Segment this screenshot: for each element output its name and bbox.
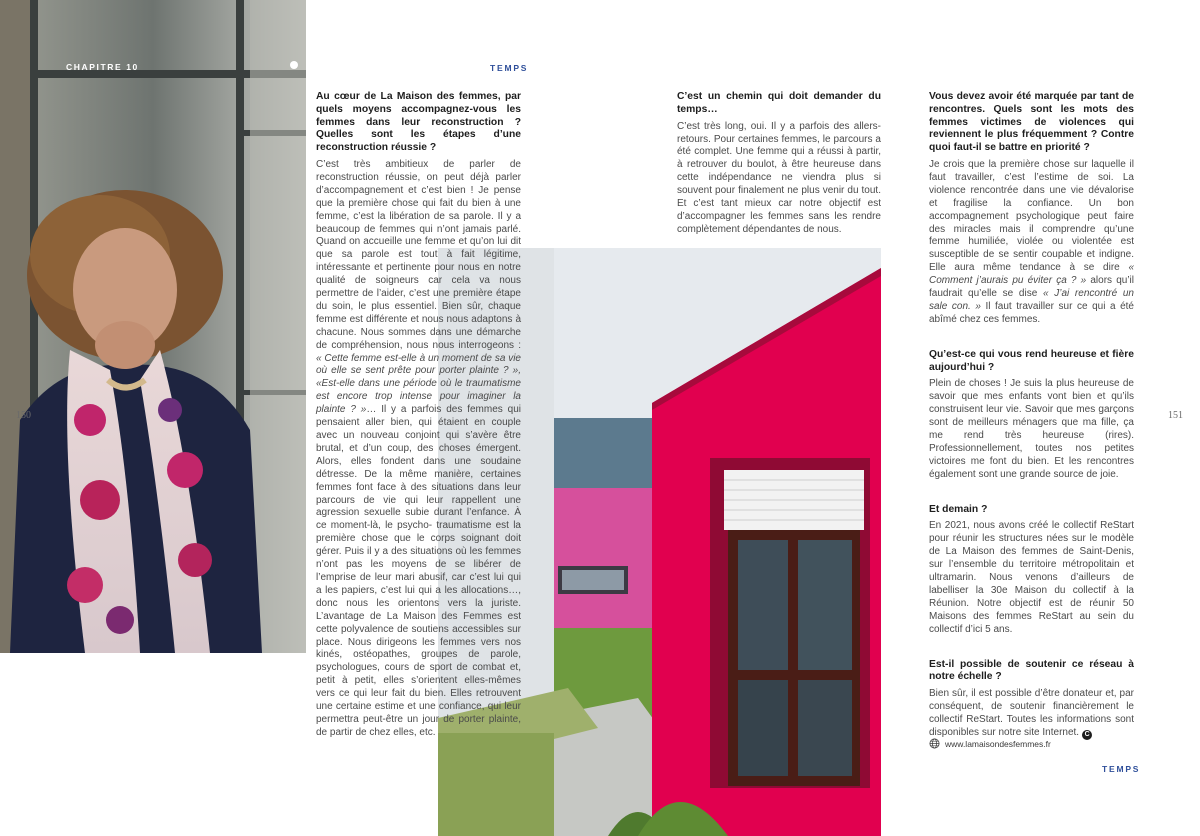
portrait-photo (0, 0, 306, 653)
question-proud: Qu’est-ce qui vous rend heureuse et fière aujourd’hui ? (929, 348, 1134, 373)
answer-support-text: Bien sûr, il est possible d’être donateur et, par conséquent, de soutenir financièrement le collectif ReStart. Toutes les informations sont disponibles sur notre site Internet. (929, 688, 1134, 738)
column-middle (677, 91, 881, 237)
answer-words (929, 159, 1134, 327)
column-right (929, 91, 1134, 762)
answer-reconstruction (316, 159, 521, 740)
section-label-left: TEMPS (490, 63, 529, 73)
question-reconstruction: Au cœur de La Maison des femmes, par quels moyens accompagnez-vous les femmes dans leur reconstruction ? Quelles sont les étapes d’une reconstruction réussie ? (316, 91, 521, 154)
website-url[interactable]: www.lamaisondesfemmes.fr (945, 738, 1051, 749)
answer-proud: Plein de choses ! Je suis la plus heureuse de savoir que mes enfants vont bien et qu’ils construisent leur vie. Savoir que mes garçons sont de meilleurs ménagers que ma fille, ça me rend très heureuse (rires). Professionnellement, toutes nos petites victoires me font du bien. Et les rencontres également sont une grande source de joie. (929, 378, 1134, 480)
answer-words-quote2: « J’ai rencontré un sale con. » (929, 288, 1134, 312)
qa-block-tomorrow (929, 504, 1134, 637)
end-mark-icon: C (1082, 730, 1092, 740)
question-support: Est-il possible de soutenir ce réseau à notre échelle ? (929, 658, 1134, 683)
question-time: C’est un chemin qui doit demander du temps… (677, 91, 881, 115)
answer-reconstruction-part1: C’est très ambitieux de parler de reconstruction réussie, on peut déjà parler d’accompagnement et c’est bien ! Je pense que la première chose qui fait du bien à une femme, c’est la libération de sa parole. Il y a beaucoup de femmes qui n’ont jamais parlé. Quand on accueille une femme et qu’on lui dit que sa parole est tout à fait légitime, intéressante et pertinente pour nous en notre qualité de soigneurs car cela va nous permettre de l’aider, c’est une première étape du soin, le plus essentiel. Bien sûr, chaque femme est différente et nous nous adaptons à chacune. Nous sommes dans une démarche de compréhension, nous nous interrogeons : (316, 158, 521, 351)
column-left (316, 91, 521, 740)
answer-tomorrow: En 2021, nous avons créé le collectif ReStart pour réunir les structures nées sur le modèle de La Maison des femmes de Saint-Denis, sur l’ensemble du territoire métropolitain et ultramarin. Nous venons d’ailleurs de labelliser la 30e Maison du collectif à la Réunion. Notre objectif est de réunir 50 Maisons des femmes ReStart au sein du collectif d’ici 5 ans. (929, 520, 1134, 635)
section-label-right: TEMPS (1102, 764, 1141, 774)
website-link[interactable] (929, 738, 1051, 749)
chapter-label: CHAPITRE 10 (66, 62, 139, 72)
qa-block-support (929, 659, 1134, 740)
chapter-dot (290, 61, 298, 69)
answer-words-start: Je crois que la première chose sur laquelle il faut travailler, c’est l’estime de soi. La violence rencontrée dans une vie dévalorise et fragilise la confiance. Un bon accompagnement psychologique peut faire des miracles mais il comprendre qu’une femme humiliée, violée ou violentée est susceptible de se sentir coupable et indigne. Elle aura même tendance à se dire (929, 158, 1134, 274)
answer-words-mid: alors qu’il faudrait qu’elle se dise (929, 275, 1134, 300)
answer-reconstruction-part2: … Il y a parfois des femmes qui pensaient aller bien, qui étaient en couple avec un nouveau conjoint qui s’avère être brutal, et d’un coup, des choses émergent. Alors, elles fondent dans une soudaine détresse. De la même manière, certaines femmes font face à des situations dans leur parcours de vie qui leur rappellent une agression sexuelle subie durant l’enfance. À ce moment-là, le psycho- traumatisme est la première chose que le corps soignant doit gérer. Puis il y a des situations où les femmes n’ont pas les moyens de se libérer de l’emprise de leur mari abusif, car c’est lui qui a les papiers, c’est lui qui a les allocations…, donc nous les orientons vers la juriste. L’avantage de La Maison des Femmes est cette polyvalence de soutiens accessibles sur place. Nous dirigeons les femmes vers nos kinés, ostéopathes, groupes de parole, psychologues, cours de sport de combat et, petit à petit, elles s’orientent elles-mêmes vers ce qui leur fait du bien. Elles retrouvent une certaine estime et une confiance, qui leur permettra peut-être un jour de porter plainte, de partir de chez elles, etc. (316, 404, 521, 738)
page-number-right: 151 (1168, 410, 1183, 421)
answer-time: C’est très long, oui. Il y a parfois des allers-retours. Pour certaines femmes, le parcours a été complet. Une femme qui a réussi à partir, à retrouver du boulot, à être heureuse dans cette indépendance ne viendra plus si souvent pour finalement ne plus venir du tout. Et c’est tant mieux car notre objectif est d’accompagner les femmes sans les rendre complètement dépendantes de nous. (677, 120, 881, 235)
qa-block-proud (929, 349, 1134, 482)
question-tomorrow: Et demain ? (929, 503, 988, 515)
answer-words-end: Il faut travailler sur ce qui a été abîmé chez ces femmes. (929, 300, 1134, 325)
answer-reconstruction-quote: « Cette femme est-elle à un moment de sa vie où elle se sent prête pour porter plainte ? », «Est-elle dans une période où le traumatisme est encore trop intense pour imaginer la plainte ? » (316, 352, 521, 416)
answer-words-quote1: « Comment j’aurais pu éviter ça ? » (929, 262, 1134, 287)
portrait-illustration (0, 0, 306, 653)
answer-support (929, 688, 1134, 740)
page-number-left: 150 (16, 410, 31, 421)
globe-icon (929, 738, 940, 749)
question-words: Vous devez avoir été marquée par tant de rencontres. Quels sont les mots des femmes victimes de violences qui reviennent le plus fréquemment ? Contre quoi faut-il se battre en priorité ? (929, 91, 1134, 154)
qa-block-words (929, 91, 1134, 327)
